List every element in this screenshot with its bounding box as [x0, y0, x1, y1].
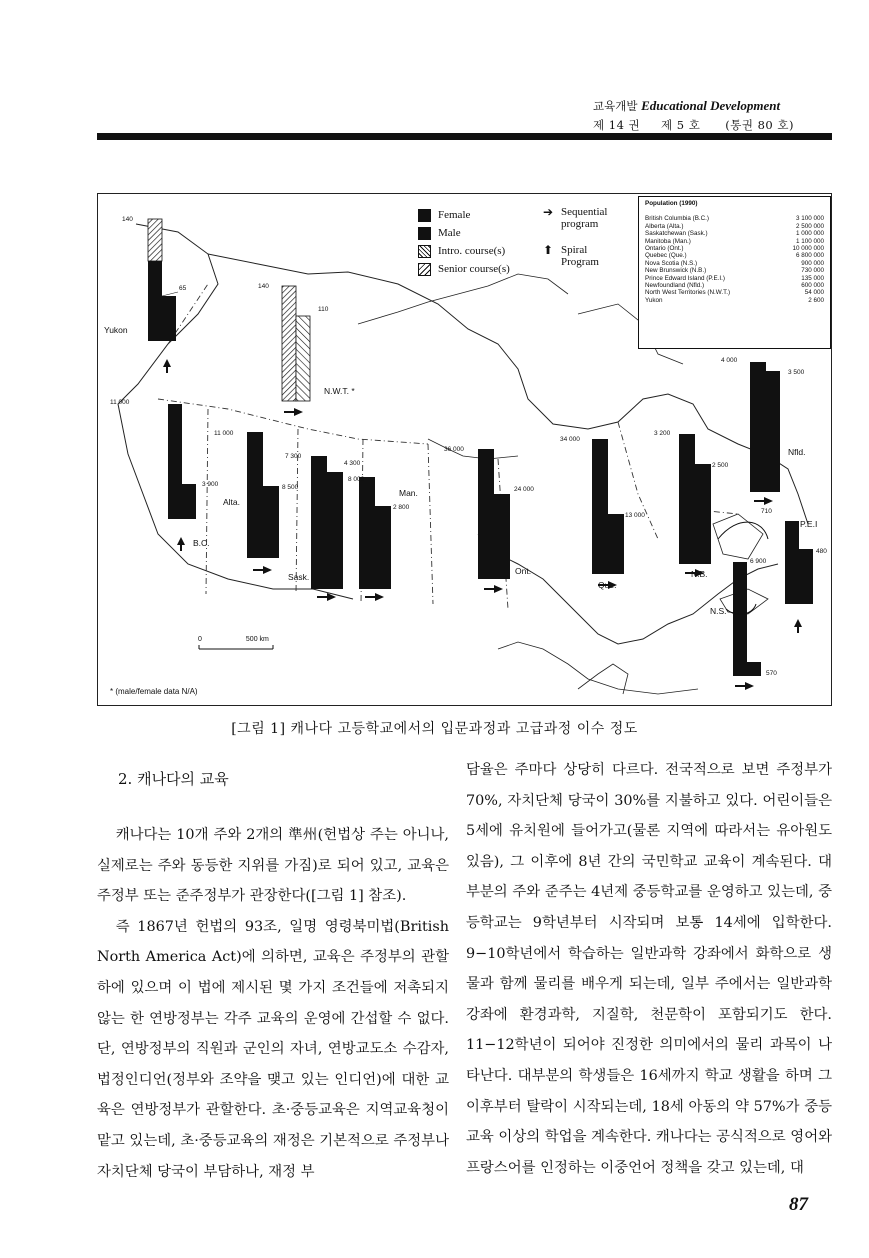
- issue-label: 제 5 호: [660, 118, 701, 132]
- population-value: 1 000 000: [795, 230, 824, 238]
- legend-senior: Senior course(s): [438, 263, 510, 275]
- scale-zero: 0: [198, 636, 202, 643]
- population-value: 135 000: [801, 274, 824, 282]
- legend-female: Female: [438, 209, 471, 221]
- legend-intro: Intro. course(s): [438, 245, 506, 257]
- population-value: 730 000: [801, 267, 824, 275]
- population-value: 54 000: [804, 289, 824, 297]
- legend-sequential: Sequential program: [561, 206, 608, 230]
- value-label: 8 000: [348, 476, 365, 483]
- value-label: 8 500: [282, 484, 299, 491]
- province-label: Sask.: [288, 572, 310, 582]
- province-label: N.W.T. *: [324, 386, 355, 396]
- population-row: [645, 267, 824, 274]
- value-label: 140: [258, 283, 269, 290]
- population-province: Prince Edward Island (P.E.I.): [645, 274, 726, 282]
- left-column: [97, 820, 449, 1187]
- population-row: [645, 275, 824, 282]
- province-label: Alta.: [223, 497, 241, 507]
- value-label: 710: [761, 508, 772, 515]
- population-value: 2 500 000: [795, 222, 824, 230]
- paragraph: 담율은 주마다 상당히 다르다. 전국적으로 보면 주정부가 70%, 자치단체 당국이 30%를 지불하고 있다. 어린이들은 5세에 유치원에 들어가고(물론 지역에 따라서는 유아원도 있음), 그 이후에 8년 간의 국민학교 교육이 계속된다. 대부분의 주와 준주는 4년제 중등학교를 운영하고 있는데, 중등학교는 9학년부터 시작되며 보통 14세에 입학한다. 9−10학년에서 학습하는 일반과학 강좌에서 화학으로 생물과 함께 물리를 배우게 되는데, 일부 주에서는 일반과학 강좌에 환경과학, 지질학, 천문학이 포함되기도 한다. 11−12학년이 되어야 진정한 의미에서의 물리 과목이 나타난다. 대부분의 학생들은 16세까지 학교 생활을 하며 그 이후부터 탈락이 시작되는데, 18세 아동의 약 57%가 중등교육 이상의 학업을 계속한다. 캐나다는 공식적으로 영어와 프랑스어를 인정하는 이중언어 정책을 갖고 있는데, 대: [466, 762, 832, 1176]
- population-province: Yukon: [645, 296, 663, 304]
- province-label: N.B.: [691, 569, 708, 579]
- population-province: Alberta (Alta.): [645, 222, 684, 230]
- population-row: [645, 289, 824, 296]
- volume-label: 제 14 권: [593, 118, 641, 132]
- scale-label: 500 km: [245, 636, 269, 643]
- population-row: [645, 260, 824, 267]
- value-label: 570: [766, 670, 777, 677]
- population-province: Ontario (Ont.): [645, 245, 684, 253]
- value-label: 24 000: [514, 486, 534, 493]
- legend-male: Male: [438, 227, 461, 239]
- canada-figure: [97, 193, 832, 706]
- total-issue-label: (통권 80 호): [725, 118, 794, 132]
- population-table: [638, 196, 831, 349]
- population-row: [645, 215, 824, 222]
- header-rule: [97, 133, 832, 140]
- population-province: Nova Scotia (N.S.): [645, 259, 698, 267]
- value-label: 3 900: [202, 481, 219, 488]
- legend-spiral: Spiral Program: [561, 244, 599, 268]
- value-label: 140: [122, 216, 133, 223]
- province-label: Nfld.: [788, 447, 806, 457]
- journal-korean-title: 교육개발: [593, 99, 638, 113]
- senior-swatch: [418, 263, 431, 276]
- population-province: Quebec (Que.): [645, 252, 687, 260]
- value-label: 110: [318, 306, 329, 313]
- population-row: [645, 230, 824, 237]
- province-label: Ont.: [515, 566, 532, 576]
- population-value: 10 000 000: [792, 245, 824, 253]
- figure-footnote: * (male/female data N/A): [110, 687, 198, 696]
- journal-english-title: Educational Development: [641, 98, 781, 113]
- province-label: N.S.: [710, 606, 727, 616]
- value-label: 2 800: [393, 504, 410, 511]
- population-province: Saskatchewan (Sask.): [645, 230, 708, 238]
- population-row: [645, 245, 824, 252]
- population-row: [645, 238, 824, 245]
- population-province: New Brunswick (N.B.): [645, 267, 707, 275]
- paragraph: 캐나다는 10개 주와 2개의 準州(헌법상 주는 아니나, 실제로는 주와 동등한 지위를 가짐)로 되어 있고, 교육은 주정부 또는 준주정부가 관장한다([그림 1] 참조).: [97, 827, 449, 905]
- right-column: [466, 755, 832, 1183]
- up-arrow-icon: ⬆: [542, 243, 554, 257]
- paragraph: 즉 1867년 헌법의 93조, 일명 영령북미법(British North America Act)에 의하면, 교육은 주정부의 관할 하에 있으며 이 법에 제시된 몇 가지 조건들에 저촉되지 않는 한 연방정부는 각주 교육의 운영에 간섭할 수 없다. 단, 연방정부의 직원과 군인의 자녀, 연방교도소 수감자, 법정인디언(정부와 조약을 맺고 있는 인디언)에 대한 교육은 연방정부가 관할한다. 초·중등교육은 지역교육청이 맡고 있는데, 초·중등교육의 재정은 기본적으로 주정부나 자치단체 당국이 부담하나, 재정 부: [97, 918, 449, 1180]
- population-value: 600 000: [801, 282, 824, 290]
- population-value: 3 100 000: [795, 215, 824, 223]
- population-province: North West Territories (N.W.T.): [645, 289, 731, 297]
- province-label: P.E.I: [800, 519, 818, 529]
- population-row: [645, 223, 824, 230]
- section-title: 2. 캐나다의 교육: [118, 770, 229, 788]
- population-title: Population (1990): [645, 200, 698, 207]
- value-label: 36 000: [444, 446, 464, 453]
- page-number: 87: [789, 1194, 808, 1215]
- population-province: Newfoundland (Nfld.): [645, 282, 705, 290]
- population-value: 1 100 000: [795, 237, 824, 245]
- value-label: 2 500: [712, 462, 729, 469]
- province-label: Que.: [598, 580, 617, 590]
- value-label: 11 000: [110, 399, 130, 406]
- population-row: [645, 252, 824, 259]
- figure-caption: [그림 1] 캐나다 고등학교에서의 입문과정과 고급과정 이수 정도: [231, 721, 638, 737]
- population-row: [645, 282, 824, 289]
- value-label: 65: [179, 285, 187, 292]
- province-label: Man.: [399, 488, 418, 498]
- value-label: 34 000: [560, 436, 580, 443]
- male-swatch: [418, 227, 431, 240]
- value-label: 6 900: [750, 558, 767, 565]
- figure-legend: [418, 206, 510, 278]
- running-header: [593, 96, 833, 135]
- population-value: 900 000: [801, 259, 824, 267]
- value-label: 4 300: [344, 460, 361, 467]
- population-row: [645, 297, 824, 304]
- value-label: 13 000: [625, 512, 645, 519]
- female-swatch: [418, 209, 431, 222]
- right-arrow-icon: ➔: [542, 205, 554, 219]
- province-label: Yukon: [104, 325, 128, 335]
- province-label: B.C.: [193, 538, 210, 548]
- population-province: Manitoba (Man.): [645, 237, 691, 245]
- value-label: 480: [816, 548, 827, 555]
- value-label: 3 500: [788, 369, 805, 376]
- value-label: 7 300: [285, 453, 302, 460]
- population-province: British Columbia (B.C.): [645, 215, 710, 223]
- population-value: 6 800 000: [795, 252, 824, 260]
- population-value: 2 600: [808, 296, 824, 304]
- program-legend: [535, 206, 621, 276]
- value-label: 3 200: [654, 430, 671, 437]
- scale-bar: [198, 636, 269, 643]
- value-label: 11 000: [214, 430, 234, 437]
- intro-swatch: [418, 245, 431, 258]
- value-label: 4 000: [721, 357, 738, 364]
